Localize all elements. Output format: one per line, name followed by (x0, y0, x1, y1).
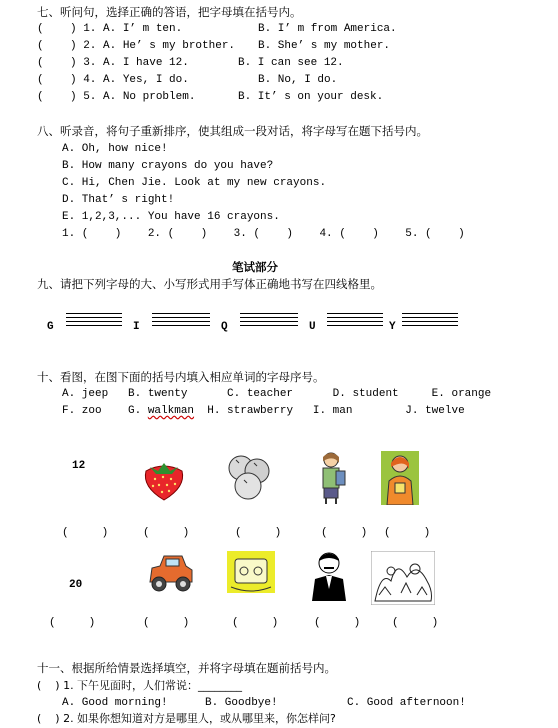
dialog-line-c: C. Hi, Chen Jie. Look at my new crayons. (62, 177, 327, 189)
writing-lines-g (66, 313, 122, 329)
man-picture (306, 549, 352, 601)
letter-g: G (47, 321, 54, 333)
word-bank-row-2 (62, 404, 465, 418)
q11-1: ( ) 1. 下午见面时，人们常说：________ (37, 679, 243, 692)
writing-lines-i (152, 313, 210, 329)
student-girl-picture (312, 449, 350, 505)
jeep-picture (146, 548, 196, 596)
writing-lines-q (240, 313, 298, 329)
word-walkman: walkman (147, 405, 195, 417)
answer-blank-8: ( ) (232, 617, 279, 629)
q7-1-option-b: B. I’ m from America. (258, 23, 397, 35)
section-8-title: 八、听录音，将句子重新排序，使其组成一段对话，将字母写在题下括号内。 (37, 124, 428, 138)
word-bank-row-2-start: F. zoo G. (62, 405, 148, 417)
teacher-woman-picture (381, 451, 419, 505)
written-part-heading: 笔试部分 (232, 260, 278, 274)
q7-3: ( ) 3. A. I have 12. (37, 57, 189, 69)
order-answer-blanks: 1. ( ) 2. ( ) 3. ( ) 4. ( ) 5. ( ) (62, 228, 465, 240)
zoo-picture (371, 551, 435, 605)
writing-lines-y (402, 313, 458, 329)
oranges-picture (224, 452, 274, 502)
writing-lines-u (327, 313, 383, 329)
answer-blank-10: ( ) (392, 617, 439, 629)
section-7-title: 七、听问句，选择正确的答语，把字母填在括号内。 (37, 5, 302, 19)
dialog-line-e: E. 1,2,3,... You have 16 crayons. (62, 211, 280, 223)
dialog-line-a: A. Oh, how nice! (62, 143, 168, 155)
answer-blank-3: ( ) (235, 527, 282, 539)
answer-blank-1: ( ) (62, 527, 109, 539)
q11-1-option-b: B. Goodbye! (205, 697, 278, 709)
word-bank-row-1: A. jeep B. twenty C. teacher D. student E. orange (62, 388, 492, 400)
walkman-picture (227, 551, 275, 593)
number-20-picture: 20 (69, 579, 83, 591)
number-12-picture: 12 (72, 460, 86, 472)
section-11-title: 十一、根据所给情景选择填空，并将字母填在题前括号内。 (37, 661, 336, 675)
answer-blank-6: ( ) (49, 617, 96, 629)
section-10-title: 十、看图，在图下面的括号内填入相应单词的字母序号。 (37, 370, 325, 384)
q7-2: ( ) 2. A. He’ s my brother. (37, 40, 236, 52)
q11-2: ( ) 2. 如果你想知道对方是哪里人，或从哪里来，你怎样问? (37, 712, 336, 725)
q7-2-option-b: B. She’ s my mother. (258, 40, 391, 52)
letter-y: Y (389, 321, 396, 333)
letter-i: I (133, 321, 140, 333)
dialog-line-b: B. How many crayons do you have? (62, 160, 274, 172)
q7-5: ( ) 5. A. No problem. (37, 91, 196, 103)
strawberry-picture (140, 457, 188, 502)
q11-1-option-a: A. Good morning! (62, 697, 168, 709)
answer-blank-7: ( ) (143, 617, 190, 629)
q7-4: ( ) 4. A. Yes, I do. (37, 74, 189, 86)
answer-blank-5: ( ) (384, 527, 431, 539)
q7-5-option-b: B. It’ s on your desk. (238, 91, 384, 103)
answer-blank-2: ( ) (143, 527, 190, 539)
q11-1-option-c: C. Good afternoon! (347, 697, 466, 709)
answer-blank-9: ( ) (314, 617, 361, 629)
q7-4-option-b: B. No, I do. (258, 74, 338, 86)
q7-3-option-b: B. I can see 12. (238, 57, 344, 69)
q7-1: ( ) 1. A. I’ m ten. (37, 23, 183, 35)
letter-u: U (309, 321, 316, 333)
dialog-line-d: D. That’ s right! (62, 194, 175, 206)
word-bank-row-2-end: H. strawberry I. man J. twelve (194, 405, 465, 417)
letter-q: Q (221, 321, 228, 333)
answer-blank-4: ( ) (321, 527, 368, 539)
section-9-title: 九、请把下列字母的大、小写形式用手写体正确地书写在四线格里。 (37, 277, 382, 291)
